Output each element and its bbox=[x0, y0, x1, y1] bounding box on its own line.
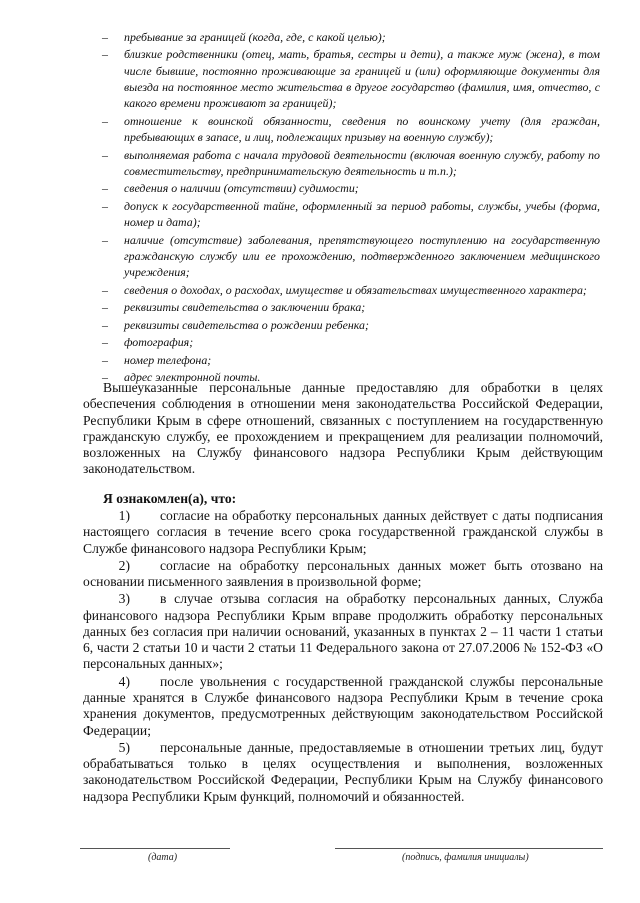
numbered-item bbox=[83, 558, 603, 591]
numbered-item bbox=[83, 740, 603, 805]
list-dash: – bbox=[102, 181, 108, 196]
list-item bbox=[100, 29, 600, 45]
list-item-text: реквизиты свидетельства о рождении ребенка; bbox=[124, 317, 369, 332]
list-item bbox=[100, 232, 600, 281]
item-text: после увольнения с государственной гражданской службы персональные данные хранятся в Службе финансового надзора Республики Крым в течение срока хранения документов, предусмотренных действующим законодательством Российской Федерации; bbox=[83, 673, 603, 738]
signature-caption: (подпись, фамилия инициалы) bbox=[402, 852, 529, 863]
list-item-text: отношение к воинской обязанности, сведения по воинскому учету (для граждан, пребывающих в запасе, и лиц, подлежащих призыву на военную службу); bbox=[124, 113, 600, 145]
list-item-text: фотография; bbox=[124, 335, 194, 350]
date-caption: (дата) bbox=[148, 852, 178, 863]
item-text: согласие на обработку персональных данных может быть отозвано на основании письменного заявления в произвольной форме; bbox=[83, 557, 603, 590]
personal-data-list bbox=[100, 29, 600, 387]
item-number: 3) bbox=[118, 591, 130, 607]
list-item-text: выполняемая работа с начала трудовой деятельности (включая военную службу, работу по совместительству, предпринимательскую деятельность и т.п.); bbox=[124, 147, 600, 178]
list-item bbox=[100, 352, 600, 368]
item-text: согласие на обработку персональных данных действует с даты подписания настоящего согласия в течение всего срока государственной гражданской службы в Службе финансового надзора Республики Крым; bbox=[83, 508, 603, 556]
list-item bbox=[100, 147, 600, 180]
list-item-text: реквизиты свидетельства о заключении брака; bbox=[124, 300, 366, 315]
list-item-text: наличие (отсутствие) заболевания, препятствующего поступлению на государственную гражданскую службу или ее прохождению, подтвержденного заключением медицинского учреждения; bbox=[124, 232, 600, 280]
numbered-item bbox=[83, 591, 603, 672]
list-dash: – bbox=[102, 147, 108, 162]
item-number: 2) bbox=[118, 557, 130, 573]
list-dash: – bbox=[102, 370, 108, 385]
acknowledged-heading: Я ознакомлен(а), что: bbox=[103, 491, 237, 506]
list-item-text: сведения о доходах, о расходах, имуществе и обязательствах имущественного характера; bbox=[124, 282, 587, 297]
list-item-text: пребывание за границей (когда, где, с какой целью); bbox=[124, 30, 386, 44]
list-dash: – bbox=[102, 335, 108, 350]
list-dash: – bbox=[102, 300, 108, 315]
list-item bbox=[100, 198, 600, 231]
list-dash: – bbox=[102, 47, 108, 62]
list-item bbox=[100, 317, 600, 333]
list-item-text: номер телефона; bbox=[124, 352, 212, 367]
list-item bbox=[100, 334, 600, 350]
list-item-text: допуск к государственной тайне, оформленный за период работы, службы, учебы (форма, номер и дата); bbox=[124, 198, 600, 230]
item-number: 4) bbox=[118, 673, 130, 689]
numbered-item bbox=[83, 674, 603, 739]
list-item-text: близкие родственники (отец, мать, братья, сестры и дети), а также муж (жена), в том числе бывшие, постоянно проживающие за границей и (или) оформляющие документы для выезда на постоянное место жительства в другое государство (фамилия, имя, отчество, с какого времени проживают за границей); bbox=[124, 47, 600, 111]
list-dash: – bbox=[102, 232, 108, 247]
item-text: персональные данные, предоставляемые в отношении третьих лиц, будут обрабатываться только в целях осуществления и выполнения, возложенных законодательством Российской Федерации, Республики Крым на Службу финансового надзора Республики Крым функций, полномочий и обязанностей. bbox=[83, 739, 603, 804]
list-item bbox=[100, 46, 600, 111]
name-signature-line[interactable] bbox=[335, 848, 603, 849]
intro-paragraph: Вышеуказанные персональные данные предоставляю для обработки в целях обеспечения соблюдения в отношении меня законодательства Российской Федерации, Республики Крым в сфере отношений, связанных с поступлением на государственную гражданскую службу, ее прохождением и прекращением для реализации полномочий, возложенных на Службу финансового надзора Республики Крым действующим законодательством. bbox=[83, 380, 603, 477]
item-number: 1) bbox=[118, 508, 130, 523]
list-item bbox=[100, 282, 600, 298]
numbered-item bbox=[83, 508, 603, 557]
list-dash: – bbox=[102, 352, 108, 367]
list-dash: – bbox=[102, 30, 108, 44]
list-item-text: адрес электронной почты. bbox=[124, 370, 261, 385]
list-dash: – bbox=[102, 198, 108, 213]
item-text: в случае отзыва согласия на обработку персональных данных, Служба финансового надзора Республики Крым вправе продолжить обработку персональных данных без согласия при наличии оснований, указанных в пунктах 2 – 11 части 1 статьи 6, части 2 статьи 10 и части 2 статьи 11 Федерального закона от 27.07.2006 № 152-ФЗ «О персональных данных»; bbox=[83, 591, 603, 672]
list-item bbox=[100, 180, 600, 196]
list-dash: – bbox=[102, 282, 108, 297]
item-number: 5) bbox=[118, 739, 130, 755]
acknowledged-list bbox=[83, 508, 603, 806]
date-signature-line[interactable] bbox=[80, 848, 230, 849]
list-item bbox=[100, 113, 600, 146]
list-item bbox=[100, 299, 600, 315]
list-item-text: сведения о наличии (отсутствии) судимости; bbox=[124, 181, 359, 196]
list-dash: – bbox=[102, 317, 108, 332]
list-dash: – bbox=[102, 113, 108, 128]
